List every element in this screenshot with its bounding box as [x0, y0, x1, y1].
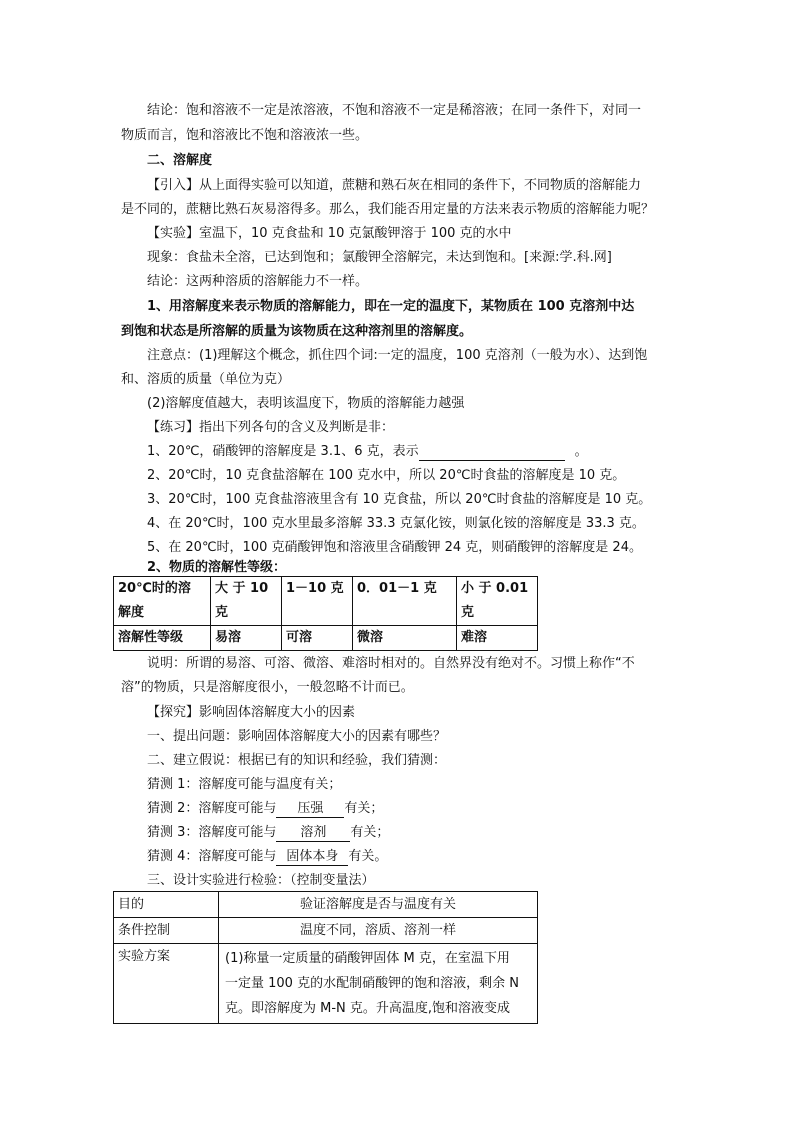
explanation-line-2: 溶”的物质，只是溶解度很小，一般忽略不计而已。	[121, 680, 414, 695]
practice-q1-prefix: 1、20℃，硝酸钾的溶解度是 3.1、6 克，表示	[147, 444, 419, 459]
guess-4-suffix: 有关。	[348, 849, 388, 864]
guess-4-blank: 固体本身	[276, 848, 348, 866]
explanation-line-1: 说明：所谓的易溶、可溶、微溶、难溶时相对的。自然界没有绝对不。习惯上称作“不	[147, 656, 635, 671]
practice-q1-suffix: 。	[574, 444, 588, 459]
sol-row-label: 溶解性等级	[114, 626, 211, 651]
sol-header-temp-line-1: 20℃时的溶	[118, 581, 191, 596]
sol-row-soluble: 可溶	[282, 626, 353, 651]
phenomenon-line: 现象：食盐未全溶，已达到饱和；氯酸钾全溶解完，未达到饱和。[来源:学.科.网]	[147, 250, 612, 265]
practice-q1-blank	[419, 443, 565, 461]
sol-header-gt10-line-1: 大 于 10	[215, 581, 269, 596]
step-1: 一、提出问题：影响固体溶解度大小的因素有哪些？	[147, 729, 447, 744]
intro-line-2: 是不同的，蔗糖比熟石灰易溶得多。那么，我们能否用定量的方法来表示物质的溶解能力呢？	[121, 202, 655, 217]
guess-4-prefix: 猜测 4：溶解度可能与	[147, 849, 277, 864]
practice-q5: 5、在 20℃时，100 克硝酸钾饱和溶液里含硝酸钾 24 克，则硝酸钾的溶解度是 24。	[147, 540, 642, 555]
table-row	[114, 944, 538, 1024]
sol-header-gt10-line-2: 克	[215, 605, 229, 620]
definition-line-2: 到饱和状态是所溶解的质量为该物质在这种溶剂里的溶解度。	[121, 324, 473, 339]
guess-3	[147, 821, 707, 845]
guess-2-prefix: 猜测 2：溶解度可能与	[147, 801, 277, 816]
exp-label-control: 条件控制	[114, 918, 219, 944]
exp-label-purpose: 目的	[114, 892, 219, 918]
exp-label-plan: 实验方案	[114, 944, 219, 1024]
conclusion-line-1: 结论：饱和溶液不一定是浓溶液，不饱和溶液不一定是稀溶液；在同一条件下，对同一	[147, 103, 642, 118]
sol-row-hard: 难溶	[457, 626, 538, 651]
table-row	[114, 577, 538, 626]
table-row	[114, 626, 538, 651]
sol-header-temp-line-2: 解度	[118, 605, 145, 620]
exp-plan-line-2: 一定量 100 克的水配制硝酸钾的饱和溶液，剩余 N	[225, 976, 519, 991]
exp-plan-line-1: (1)称量一定质量的硝酸钾固体 M 克，在室温下用	[225, 951, 510, 966]
table-row	[114, 918, 538, 944]
solubility-table	[113, 576, 538, 651]
practice-title: 【练习】指出下列各句的含义及判断是非：	[147, 420, 395, 435]
notes-line-1: 注意点：(1)理解这个概念，抓住四个词:一定的温度，100 克溶剂（一般为水）、达到饱	[147, 348, 648, 363]
exp-plan-line-3: 克。即溶解度为 M-N 克。升高温度,饱和溶液变成	[225, 1001, 511, 1016]
conclusion-line-2: 物质而言，饱和溶液比不饱和溶液浓一些。	[121, 128, 369, 143]
sol-row-easy: 易溶	[211, 626, 282, 651]
explore-title: 【探究】影响固体溶解度大小的因素	[147, 705, 356, 720]
guess-2-suffix: 有关；	[344, 801, 384, 816]
step-2: 二、建立假说：根据已有的知识和经验，我们猜测：	[147, 753, 447, 768]
notes-line-3: (2)溶解度值越大，表明该温度下，物质的溶解能力越强	[147, 396, 465, 411]
sol-header-lt001-line-2: 克	[461, 605, 475, 620]
sol-header-lt001	[457, 577, 538, 626]
guess-1: 猜测 1：溶解度可能与温度有关；	[147, 777, 342, 792]
table-row	[114, 892, 538, 918]
guess-2-blank: 压强	[276, 800, 344, 818]
guess-3-blank: 溶剂	[276, 824, 350, 842]
practice-q3: 3、20℃时，100 克食盐溶液里含有 10 克食盐，所以 20℃时食盐的溶解度是 10 克。	[147, 492, 652, 507]
intro-line-1: 【引入】从上面得实验可以知道，蔗糖和熟石灰在相同的条件下，不同物质的溶解能力	[147, 178, 642, 193]
grade-title: 2、物质的溶解性等级：	[147, 560, 287, 575]
guess-2	[147, 797, 707, 821]
sol-header-1to10: 1－10 克	[282, 577, 353, 626]
exp-value-purpose: 验证溶解度是否与温度有关	[219, 892, 538, 918]
experiment-table	[113, 891, 538, 1024]
exp-value-plan	[219, 944, 538, 1024]
sol-header-gt10	[211, 577, 282, 626]
sol-row-slight: 微溶	[353, 626, 457, 651]
step-3: 三、设计实验进行检验：（控制变量法）	[147, 873, 375, 888]
experiment-line: 【实验】室温下，10 克食盐和 10 克氯酸钾溶于 100 克的水中	[147, 226, 512, 241]
guess-3-prefix: 猜测 3：溶解度可能与	[147, 825, 277, 840]
conclusion-2-line: 结论：这两种溶质的溶解能力不一样。	[147, 274, 369, 289]
definition-line-1: 1、用溶解度来表示物质的溶解能力，即在一定的温度下，某物质在 100 克溶剂中达	[147, 299, 635, 314]
section-title: 二、溶解度	[147, 153, 213, 168]
exp-value-control: 温度不同，溶质、溶剂一样	[219, 918, 538, 944]
sol-header-lt001-line-1: 小 于 0.01	[461, 581, 529, 596]
guess-3-suffix: 有关；	[350, 825, 390, 840]
practice-q4: 4、在 20℃时，100 克水里最多溶解 33.3 克氯化铵，则氯化铵的溶解度是 33.3 克。	[147, 516, 645, 531]
sol-header-001to1: 0．01－1 克	[353, 577, 457, 626]
practice-q1	[147, 440, 707, 464]
guess-4	[147, 845, 707, 869]
sol-header-temp	[114, 577, 211, 626]
notes-line-2: 和、溶质的质量（单位为克）	[121, 372, 291, 387]
practice-q2: 2、20℃时，10 克食盐溶解在 100 克水中，所以 20℃时食盐的溶解度是 10 克。	[147, 468, 626, 483]
